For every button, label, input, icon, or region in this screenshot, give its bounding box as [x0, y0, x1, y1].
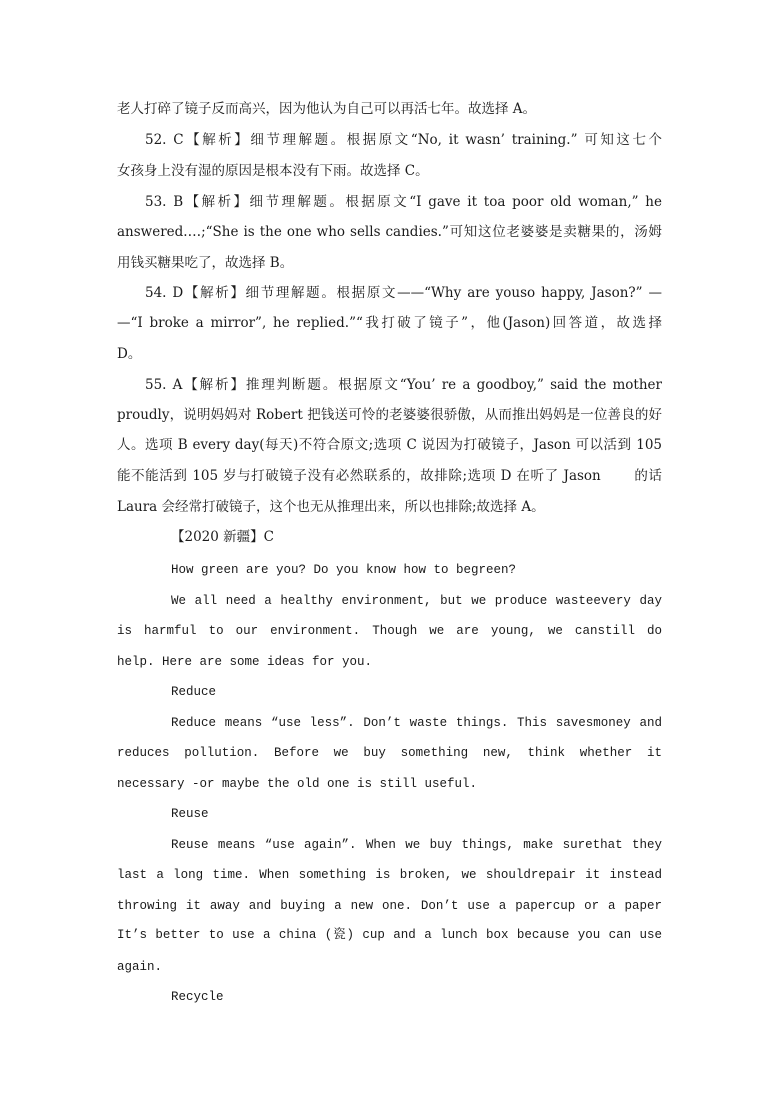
text-line: 55. A【解析】推理判断题。根据原文“You’ re a goodboy,” said the mother [145, 377, 662, 393]
text-line: Laura 会经常打破镜子，这个也无从推理出来，所以也排除;故选择 A。 [117, 499, 545, 515]
subheading-recycle: Recycle [171, 990, 224, 1004]
text-line: reduces pollution. Before we buy something new, think whether it [117, 746, 662, 760]
text-line: We all need a healthy environment, but we produce wasteevery day [171, 594, 662, 608]
text-line: again. [117, 960, 163, 974]
subheading-reuse: Reuse [171, 807, 209, 821]
subheading-reduce: Reduce [171, 685, 217, 699]
text-line: 53. B【解析】细节理解题。根据原文“I gave it toa poor old woman,” he [145, 194, 662, 210]
text-line: Reduce means “use less”. Don’t waste things. This savesmoney and [171, 716, 662, 730]
text-line: 人。选项 B every day(每天)不符合原文;选项 C 说因为打破镜子，Jason 可以活到 105 [117, 437, 662, 453]
text-line: 能不能活到 105 岁与打破镜子没有必然联系的，故排除;选项 D 在听了 Jason 的话 [117, 468, 662, 484]
text-line: answered.…;“She is the one who sells candies.”可知这位老婆婆是卖糖果的，汤姆 [117, 224, 662, 240]
text-line: It’s better to use a china (瓷) cup and a lunch box because you can use [117, 928, 662, 942]
text-line: 54. D【解析】细节理解题。根据原文——“Why are youso happy, Jason?” — [145, 285, 662, 301]
text-line: 用钱买糖果吃了，故选择 B。 [117, 255, 294, 271]
text-line: help. Here are some ideas for you. [117, 655, 373, 669]
text-line: 52. C【解析】细节理解题。根据原文“No, it wasn’ training.” 可知这七个 [145, 132, 662, 148]
text-line: last a long time. When something is broken, we shouldrepair it instead [117, 868, 662, 882]
text-line: 老人打碎了镜子反而高兴，因为他认为自己可以再活七年。故选择 A。 [117, 101, 537, 117]
text-line: proudly，说明妈妈对 Robert 把钱送可怜的老婆婆很骄傲，从而推出妈妈是一位善良的好 [117, 407, 662, 423]
text-line: 女孩身上没有湿的原因是根本没有下雨。故选择 C。 [117, 163, 429, 179]
text-line: is harmful to our environment. Though we are young, we canstill do [117, 624, 662, 638]
text-line: Reuse means “use again”. When we buy things, make surethat they [171, 838, 662, 852]
text-line: throwing it away and buying a new one. Don’t use a papercup or a paper [117, 899, 662, 913]
text-line: How green are you? Do you know how to begreen? [171, 563, 517, 577]
text-line: —“I broke a mirror”, he replied.”“我打破了镜子”，他(Jason)回答道，故选择 [117, 315, 662, 331]
text-line: necessary -or maybe the old one is still useful. [117, 777, 478, 791]
section-heading: 【2020 新疆】C [171, 529, 274, 545]
text-line: D。 [117, 346, 142, 362]
